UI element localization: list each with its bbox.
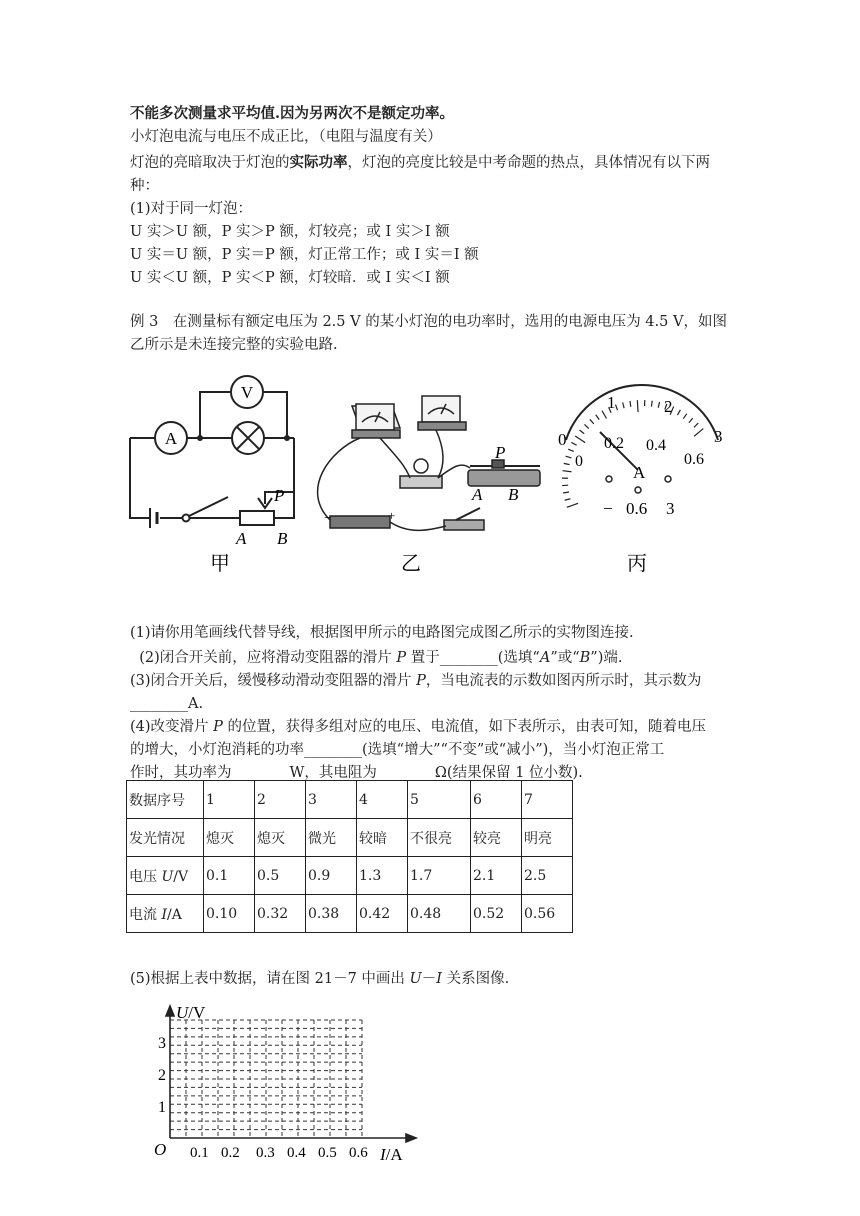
question-3 [130, 670, 701, 692]
question-2-pre: (2)闭合开关前，应将滑动变阻器的滑片 [130, 650, 397, 666]
dial-tick [677, 410, 680, 415]
graph-origin: O [154, 1140, 167, 1159]
figure-bing-dial [562, 385, 718, 507]
question-3-pre: (3)闭合开关后，缓慢移动滑动变阻器的滑片 [130, 673, 417, 689]
graph-x-label: I/A [380, 1145, 403, 1164]
dial-tick [584, 424, 588, 428]
intro-line-6: U 实＞U 额，P 实＞P 额，灯较亮；或 I 实＞I 额 [130, 224, 450, 240]
yi-plus-label: + [388, 508, 396, 523]
dial-tick [630, 401, 631, 407]
graph-y-label: U/V [176, 1003, 206, 1022]
graph-x-tick: 0.1 [190, 1145, 209, 1161]
table-row [127, 895, 573, 933]
dial-tick [637, 400, 638, 412]
dial-tick [563, 471, 572, 472]
question-4-post: 的位置，获得多组对应的电压、电流值，如下表所示，由表可知，随着电压 [222, 719, 707, 735]
intro-line-7: U 实＝U 额，P 实＝P 额，灯正常工作；或 I 实＝I 额 [130, 247, 479, 263]
data-table [126, 780, 573, 933]
question-4-pre: (4)改变滑片 [130, 719, 214, 735]
question-5-u: U [409, 971, 422, 987]
table-cell: 熄灭 [204, 819, 255, 857]
table-header-cell [127, 857, 204, 895]
dial-inner-tick-0: 0 [575, 453, 583, 470]
dial-tick [623, 402, 624, 408]
dial-inner-tick-02: 0.2 [604, 435, 624, 452]
table-cell: 微光 [306, 819, 357, 857]
current-head-var: I [161, 906, 167, 923]
question-5-i: I [436, 971, 443, 987]
dial-tick [651, 401, 652, 407]
table-cell: 明亮 [522, 819, 573, 857]
ammeter-label: A [164, 429, 178, 448]
dial-tick [566, 456, 572, 458]
voltmeter-label: V [240, 383, 254, 402]
question-2-b: B [579, 650, 591, 666]
current-head-unit: /A [166, 906, 182, 923]
ui-graph [150, 1000, 450, 1180]
table-cell: 0.42 [357, 895, 408, 933]
dial-tick [694, 423, 698, 427]
question-2-end: ”)端. [590, 650, 623, 666]
question-5-dash: － [421, 971, 437, 987]
question-5-post: 关系图像. [442, 971, 510, 987]
caption-jia: 甲 [210, 553, 230, 575]
dial-tick [565, 499, 571, 501]
graph-y-tick: 1 [158, 1099, 166, 1116]
yi-minus-label: − [324, 510, 332, 525]
table-header-cell: 发光情况 [127, 819, 204, 857]
table-cell: 7 [522, 781, 573, 819]
jia-slider-label: P [274, 486, 285, 505]
dial-outer-tick-3: 3 [714, 427, 723, 446]
graph-x-tick: 0.3 [256, 1145, 275, 1161]
intro-line-4: 种： [130, 178, 159, 194]
question-4 [130, 716, 706, 738]
table-row [127, 819, 573, 857]
graph-x-tick: 0.2 [221, 1145, 240, 1161]
table-cell: 1.7 [408, 857, 471, 895]
dial-tick [571, 442, 576, 445]
question-3-var: P [416, 673, 426, 689]
circuit-figures [0, 370, 860, 600]
table-cell: 不很亮 [408, 819, 471, 857]
dial-inner-tick-06: 0.6 [684, 451, 704, 468]
table-cell: 3 [306, 781, 357, 819]
table-cell: 0.1 [204, 857, 255, 895]
yi-end-b-label: B [508, 485, 519, 504]
question-4-var: P [213, 719, 223, 735]
dial-tick [563, 492, 569, 493]
intro-line-3-bold: 实际功率 [289, 154, 348, 171]
voltage-head-pre: 电压 [129, 868, 162, 885]
table-cell: 0.32 [255, 895, 306, 933]
dial-tick [567, 503, 578, 507]
table-row [127, 857, 573, 895]
question-5 [130, 968, 509, 990]
table-cell: 5 [408, 781, 471, 819]
table-cell: 较暗 [357, 819, 408, 857]
graph-x-tick: 0.6 [349, 1145, 368, 1161]
voltage-head-var: U [161, 868, 174, 885]
dial-outer-tick-0: 0 [558, 430, 567, 449]
table-cell: 4 [357, 781, 408, 819]
junction-dot-right [284, 435, 290, 441]
table-cell: 2 [255, 781, 306, 819]
dial-outer-tick-2: 2 [664, 397, 673, 416]
table-cell: 1 [204, 781, 255, 819]
table-cell: 1.3 [357, 857, 408, 895]
table-cell: 0.5 [255, 857, 306, 895]
intro-line-8: U 实＜U 额，P 实＜P 额，灯较暗．或 I 实＜I 额 [130, 270, 450, 286]
dial-tick [689, 418, 693, 423]
table-cell: 0.48 [408, 895, 471, 933]
question-3-line-2: ________A. [130, 696, 204, 712]
dial-tick [590, 419, 594, 424]
dial-outer-tick-1: 1 [607, 393, 616, 412]
question-4-line-2: 的增大，小灯泡消耗的功率________(选填“增大”“不变”或“减小”)，当小灯泡正常工 [130, 742, 665, 758]
intro-line-3-post: ，灯泡的亮度比较是中考命题的热点，具体情况有以下两 [347, 155, 710, 171]
dial-terminal-06: 0.6 [626, 499, 648, 518]
question-1: (1)请你用笔画线代替导线，根据图甲所示的电路图完成图乙所示的实物图连接. [130, 625, 634, 641]
voltage-head-unit: /V [173, 868, 189, 885]
dial-tick [683, 414, 686, 419]
question-3-post: ，当电流表的示数如图丙所示时，其示数为 [425, 673, 702, 689]
intro-line-5: (1)对于同一灯泡： [130, 201, 253, 217]
table-cell: 熄灭 [255, 819, 306, 857]
table-cell: 0.56 [522, 895, 573, 933]
figure-jia-circuit [130, 392, 294, 528]
question-2 [130, 647, 622, 669]
dial-tick [596, 415, 599, 420]
table-cell: 2.1 [471, 857, 522, 895]
dial-tick [580, 430, 585, 434]
intro-line-1: 不能多次测量求平均值.因为另两次不是额定功率。 [130, 105, 455, 122]
intro-line-3-pre: 灯泡的亮暗取决于灯泡的 [130, 155, 290, 171]
question-2-a: A [539, 650, 551, 666]
current-head-pre: 电流 [129, 906, 162, 923]
table-cell: 6 [471, 781, 522, 819]
example-line-1: 例 3 在测量标有额定电压为 2.5 V 的某小灯泡的电功率时，选用的电源电压为 4.5 V，如图 [130, 314, 727, 330]
dial-tick [568, 449, 574, 451]
intro-line-3 [130, 152, 710, 174]
dial-terminal-3: 3 [666, 499, 675, 518]
question-5-pre: (5)根据上表中数据，请在图 21－7 中画出 [130, 971, 410, 987]
dial-tick [575, 436, 585, 443]
table-cell: 较亮 [471, 819, 522, 857]
graph-x-tick: 0.4 [287, 1145, 306, 1161]
example-line-2: 乙所示是未连接完整的实验电路. [130, 337, 338, 353]
table-cell: 0.10 [204, 895, 255, 933]
graph-grid [170, 1020, 362, 1138]
table-cell: 0.9 [306, 857, 357, 895]
junction-dot-left [197, 435, 203, 441]
dial-terminal-minus: − [603, 499, 613, 518]
table-header-cell: 数据序号 [127, 781, 204, 819]
yi-slider-label: P [495, 443, 506, 462]
graph-y-tick: 2 [158, 1067, 166, 1084]
jia-end-b-label: B [277, 529, 288, 548]
yi-end-a-label: A [472, 485, 483, 504]
table-header-cell [127, 895, 204, 933]
jia-end-a-label: A [236, 529, 247, 548]
table-cell: 0.38 [306, 895, 357, 933]
intro-line-2: 小灯泡电流与电压不成正比，（电阻与温度有关） [130, 129, 442, 145]
question-2-var: P [396, 650, 407, 666]
caption-yi: 乙 [401, 553, 421, 575]
caption-bing: 丙 [627, 553, 647, 575]
question-2-mid: ”或“ [550, 650, 580, 666]
dial-unit-label: A [633, 463, 646, 482]
dial-tick [616, 405, 618, 411]
table-cell: 2.5 [522, 857, 573, 895]
question-2-post: 置于________(选填“ [406, 650, 540, 666]
dial-inner-tick-04: 0.4 [646, 437, 666, 454]
question-4-line-3: 作时，其功率为________W，其电阻为________Ω(结果保留 1 位小数). [130, 765, 583, 781]
graph-y-tick: 3 [158, 1035, 166, 1052]
rheostat-symbol [240, 511, 274, 525]
dial-tick [564, 463, 570, 464]
table-cell: 0.52 [471, 895, 522, 933]
dial-tick [694, 429, 703, 437]
lamp-symbol [232, 422, 264, 454]
table-row [127, 781, 573, 819]
figure-yi-apparatus [318, 396, 540, 530]
graph-x-tick: 0.5 [318, 1145, 337, 1161]
dial-tick [658, 402, 659, 408]
dial-tick [602, 411, 607, 419]
